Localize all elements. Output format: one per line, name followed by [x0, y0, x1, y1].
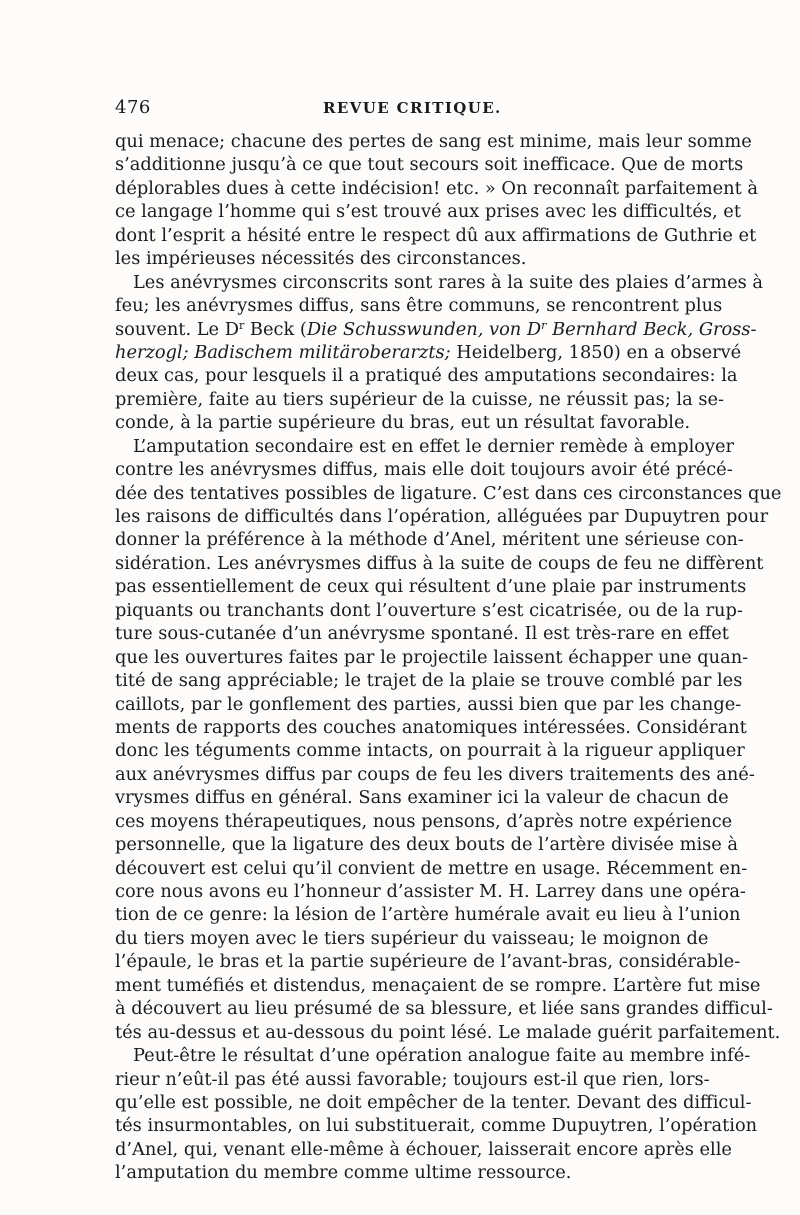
running-title: REVUE CRITIQUE. — [323, 99, 502, 117]
text-line: personnelle, que la ligature des deux bouts de l’artère divisée mise à — [115, 834, 739, 856]
page-number: 476 — [115, 97, 151, 118]
text-line: sidération. Les anévrysmes diffus à la suite de coups de feu ne diffèrent — [115, 552, 764, 574]
text-line: tés au-dessus et au-dessous du point lésé. Le malade guérit parfaitement. — [115, 1021, 781, 1043]
text-line: à découvert au lieu présumé de sa blessure, et liée sans grandes difficul- — [115, 998, 773, 1020]
text-line: qui menace; chacune des pertes de sang est minime, mais leur somme — [115, 131, 752, 152]
text-line: feu; les anévrysmes diffus, sans être communs, se rencontrent plus — [115, 295, 723, 317]
text-line — [115, 318, 757, 341]
body-text — [115, 130, 782, 1185]
text-line: dée des tentatives possibles de ligature. C’est dans ces circonstances que — [115, 482, 782, 504]
text-line: donner la préférence à la méthode d’Anel, méritent une sérieuse con- — [115, 529, 744, 551]
text-line: contre les anévrysmes diffus, mais elle doit toujours avoir été précé- — [115, 459, 733, 481]
text-line: aux anévrysmes diffus par coups de feu les divers traitements des ané- — [115, 763, 755, 785]
text-line: tés insurmontables, on lui substituerait, comme Dupuytren, l’opération — [115, 1115, 758, 1137]
text-run: Beck ( — [244, 318, 307, 340]
text-line: vrysmes diffus en général. Sans examiner ici la valeur de chacun de — [115, 787, 729, 809]
italic-citation: herzogl; Badischem militäroberarzts; — [115, 341, 451, 363]
text-line: ments de rapports des couches anatomiques intéressées. Considérant — [115, 716, 747, 738]
superscript: r — [239, 318, 245, 332]
paragraph-first-line: Les anévrysmes circonscrits sont rares à la suite des plaies d’armes à — [133, 271, 764, 293]
text-line: ture sous-cutanée d’un anévrysme spontané. Il est très-rare en effet — [115, 623, 729, 645]
text-line: les raisons de difficultés dans l’opération, alléguées par Dupuytren pour — [115, 506, 769, 527]
text-line: conde, à la partie supérieure du bras, eut un résultat favorable. — [115, 412, 691, 434]
paragraph-first-line: L’amputation secondaire est en effet le dernier remède à employer — [133, 435, 735, 457]
text-line: les impérieuses nécessités des circonstances. — [115, 248, 527, 270]
text-line: découvert est celui qu’il convient de mettre en usage. Récemment en- — [115, 857, 748, 879]
text-line: du tiers moyen avec le tiers supérieur du vaisseau; le moignon de — [115, 927, 709, 949]
text-line: caillots, par le gonflement des parties, aussi bien que par les change- — [115, 693, 742, 715]
text-line: ce langage l’homme qui s’est trouvé aux prises avec les difficultés, et — [115, 201, 741, 223]
text-line: ces moyens thérapeutiques, nous pensons, d’après notre expérience — [115, 810, 733, 832]
text-line: core nous avons eu l’honneur d’assister M. H. Larrey dans une opéra- — [115, 881, 746, 902]
text-line: tion de ce genre: la lésion de l’artère humérale avait eu lieu à l’union — [115, 904, 741, 926]
text-run: Heidelberg, 1850) en a observé — [450, 341, 742, 363]
text-line: qu’elle est possible, ne doit empêcher de la tenter. Devant des difficul- — [115, 1091, 752, 1113]
text-line: d’Anel, qui, venant elle-même à échouer, laisserait encore après elle — [115, 1138, 732, 1160]
text-line: déplorables dues à cette indécision! etc. » On reconnaît parfaitement à — [115, 177, 759, 199]
text-line: tité de sang appréciable; le trajet de la plaie se trouve comblé par les — [115, 670, 743, 692]
text-line: deux cas, pour lesquels il a pratiqué des amputations secondaires: la — [115, 365, 738, 387]
text-line: pas essentiellement de ceux qui résultent d’une plaie par instruments — [115, 576, 747, 598]
text-run: souvent. Le D — [115, 318, 239, 340]
running-head — [115, 97, 687, 127]
superscript: r — [541, 318, 547, 332]
text-line: donc les téguments comme intacts, on pourrait à la rigueur appliquer — [115, 740, 745, 762]
text-line: s’additionne jusqu’à ce que tout secours soit inefficace. Que de morts — [115, 154, 744, 176]
text-line: l’amputation du membre comme ultime ressource. — [115, 1162, 572, 1184]
paragraph-first-line: Peut-être le résultat d’une opération analogue faite au membre infé- — [133, 1045, 751, 1067]
italic-citation: Bernhard Beck, Gross- — [546, 318, 757, 340]
text-line: première, faite au tiers supérieur de la cuisse, ne réussit pas; la se- — [115, 388, 724, 410]
text-line: que les ouvertures faites par le projectile laissent échapper une quan- — [115, 646, 749, 668]
italic-citation: Die Schusswunden, von D — [306, 318, 542, 340]
text-line: ment tuméfiés et distendus, menaçaient de se rompre. L’artère fut mise — [115, 974, 761, 996]
text-line: l’épaule, le bras et la partie supérieure de l’avant-bras, considérable- — [115, 951, 741, 973]
text-line: rieur n’eût-il pas été aussi favorable; toujours est-il que rien, lors- — [115, 1068, 710, 1090]
text-line: piquants ou tranchants dont l’ouverture s’est cicatrisée, ou de la rup- — [115, 599, 743, 621]
text-line: dont l’esprit a hésité entre le respect dû aux affirmations de Guthrie et — [115, 224, 757, 246]
text-line — [115, 341, 742, 364]
